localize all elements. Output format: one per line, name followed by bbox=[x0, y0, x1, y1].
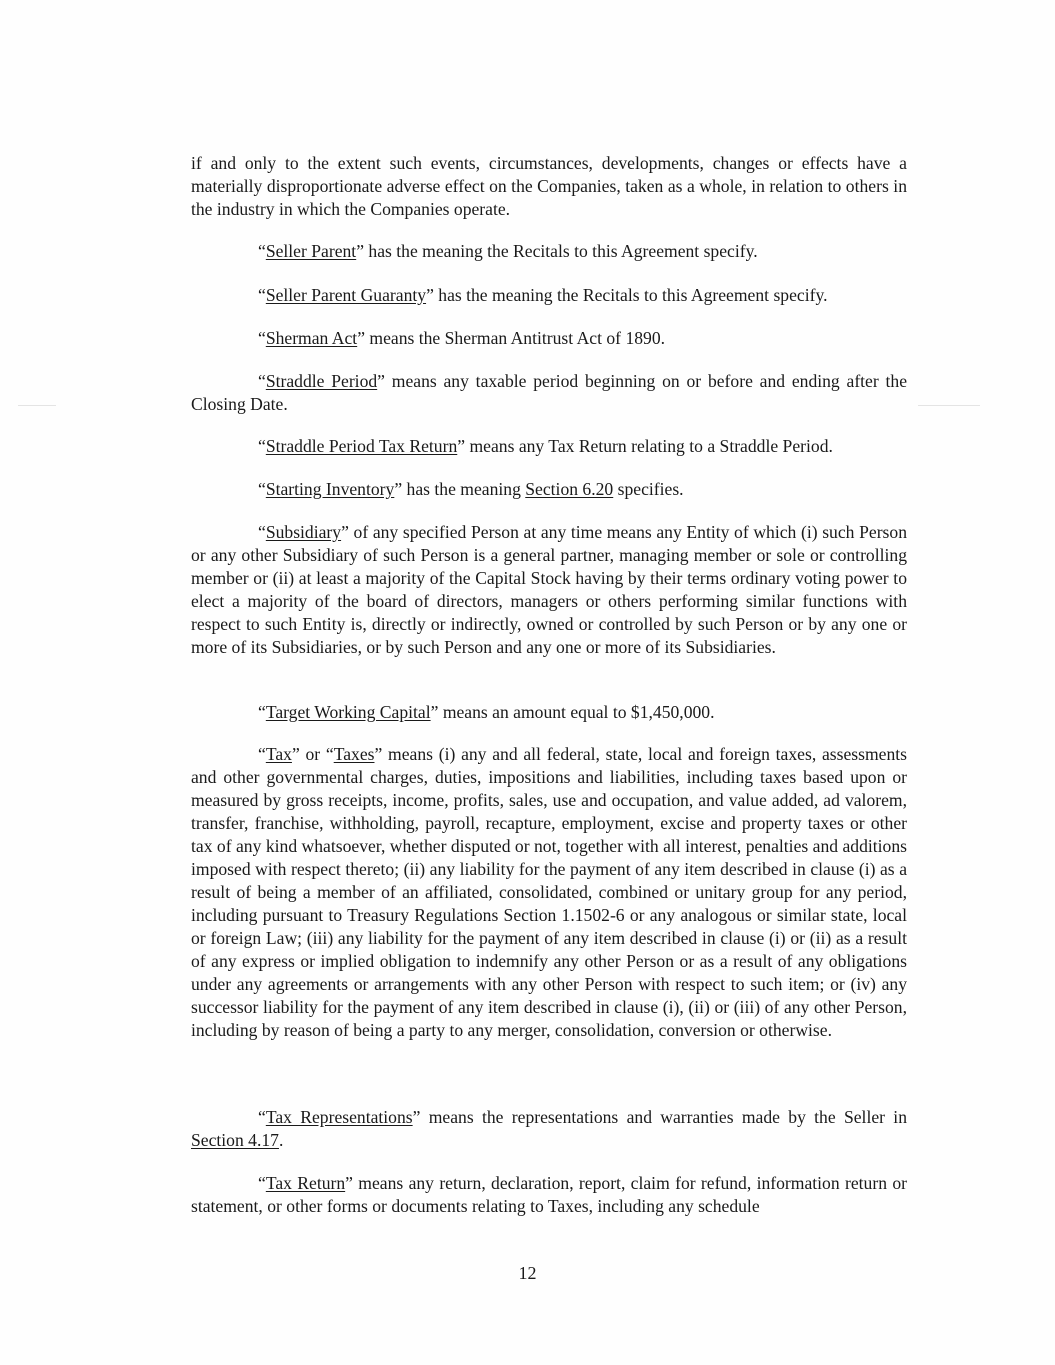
underlined-term: Tax bbox=[265, 744, 292, 764]
paragraph-text: ” means any taxable period beginning on or before and ending after the Closing Date. bbox=[191, 371, 908, 414]
scan-artifact-left bbox=[18, 405, 56, 406]
paragraph-text: if and only to the extent such events, circumstances, developments, changes or effects have a materially disproportionate adverse effect on the Companies, taken as a whole, in relation to others in the industry in which the Companies operate. bbox=[191, 153, 907, 219]
underlined-term: Seller Parent bbox=[265, 241, 357, 261]
definition-seller-parent-guaranty bbox=[191, 284, 907, 307]
underlined-term: Sherman Act bbox=[265, 328, 358, 348]
paragraph-text: “ bbox=[258, 522, 266, 542]
underlined-term: Taxes bbox=[333, 744, 375, 764]
paragraph-text: ” means any return, declaration, report, claim for refund, information return or statement, or other forms or documents relating to Taxes, including any schedule bbox=[191, 1173, 907, 1216]
paragraph-text: “ bbox=[258, 744, 266, 764]
underlined-term: Straddle Period Tax Return bbox=[265, 436, 458, 456]
scan-artifact-right bbox=[918, 405, 980, 406]
definition-tax-representations bbox=[191, 1106, 907, 1152]
paragraph-text: ” has the meaning the Recitals to this Agreement specify. bbox=[426, 285, 828, 305]
paragraph-continuation bbox=[191, 152, 907, 221]
paragraph-text: ” means an amount equal to $1,450,000. bbox=[430, 702, 715, 722]
paragraph-text: ” of any specified Person at any time means any Entity of which (i) such Person or any other Subsidiary of such Person is a general partner, managing member or sole or controlling member or (ii) at least a majority of the Capital Stock having by their terms ordinary voting power to elect a majority of the board of directors, managers or others performing similar functions with respect to such Entity is, directly or indirectly, owned or controlled by such Person or by any one or more of its Subsidiaries, or by such Person and any one or more of its Subsidiaries. bbox=[191, 522, 907, 657]
underlined-term: Section 6.20 bbox=[525, 479, 614, 499]
definition-seller-parent bbox=[191, 240, 907, 263]
definition-subsidiary bbox=[191, 521, 907, 659]
underlined-term: Starting Inventory bbox=[265, 479, 395, 499]
underlined-term: Subsidiary bbox=[265, 522, 342, 542]
underlined-term: Seller Parent Guaranty bbox=[265, 285, 427, 305]
underlined-term: Straddle Period bbox=[265, 371, 378, 391]
definition-tax-return bbox=[191, 1172, 907, 1218]
paragraph-text: specifies. bbox=[613, 479, 684, 499]
paragraph-text: ” has the meaning bbox=[394, 479, 526, 499]
definition-starting-inventory bbox=[191, 478, 907, 501]
paragraph-text: “ bbox=[258, 702, 266, 722]
paragraph-text: “ bbox=[258, 328, 266, 348]
paragraph-text: “ bbox=[258, 1107, 266, 1127]
paragraph-text: ” means any Tax Return relating to a Straddle Period. bbox=[457, 436, 833, 456]
definition-straddle-period-tax-return bbox=[191, 435, 907, 458]
paragraph-text: ” or “ bbox=[291, 744, 334, 764]
definition-sherman-act bbox=[191, 327, 907, 350]
paragraph-text: ” means (i) any and all federal, state, local and foreign taxes, assessments and other governmental charges, duties, impositions and liabilities, including taxes based upon or measured by gross receipts, income, profits, sales, use and occupation, and value added, ad valorem, transfer, franchise, withholding, payroll, recapture, employment, excise and property taxes or other tax of any kind whatsoever, whether disputed or not, together with all interest, penalties and additions imposed with respect thereto; (ii) any liability for the payment of any item described in clause (i) as a result of being a member of an affiliated, consolidated, combined or unitary group for any period, including pursuant to Treasury Regulations Section 1.1502-6 or any analogous or similar state, local or foreign Law; (iii) any liability for the payment of any item described in clause (i) or (ii) as a result of any express or implied obligation to indemnify any other Person or as a result of any obligations under any agreements or arrangements with any other Person with respect to such item; or (iv) any successor liability for the payment of any item described in clause (i), (ii) or (iii) of any other Person, including by reason of being a party to any merger, consolidation, conversion or otherwise. bbox=[191, 744, 907, 1040]
paragraph-text: “ bbox=[258, 241, 266, 261]
page-number: 12 bbox=[518, 1263, 537, 1283]
paragraph-text: ” means the representations and warranties made by the Seller in bbox=[412, 1107, 907, 1127]
paragraph-text: ” has the meaning the Recitals to this Agreement specify. bbox=[356, 241, 758, 261]
paragraph-text: “ bbox=[258, 1173, 266, 1193]
definition-tax bbox=[191, 743, 907, 1042]
paragraph-text: “ bbox=[258, 479, 266, 499]
paragraph-text: . bbox=[278, 1130, 284, 1150]
underlined-term: Tax Return bbox=[265, 1173, 346, 1193]
paragraph-text: “ bbox=[258, 285, 266, 305]
definition-straddle-period bbox=[191, 370, 907, 416]
paragraph-text: “ bbox=[258, 436, 266, 456]
definition-target-working-capital bbox=[191, 701, 907, 724]
paragraph-text: ” means the Sherman Antitrust Act of 1890. bbox=[357, 328, 666, 348]
paragraph-text: “ bbox=[258, 371, 266, 391]
underlined-term: Target Working Capital bbox=[265, 702, 431, 722]
underlined-term: Tax Representations bbox=[265, 1107, 413, 1127]
underlined-term: Section 4.17 bbox=[191, 1130, 279, 1150]
